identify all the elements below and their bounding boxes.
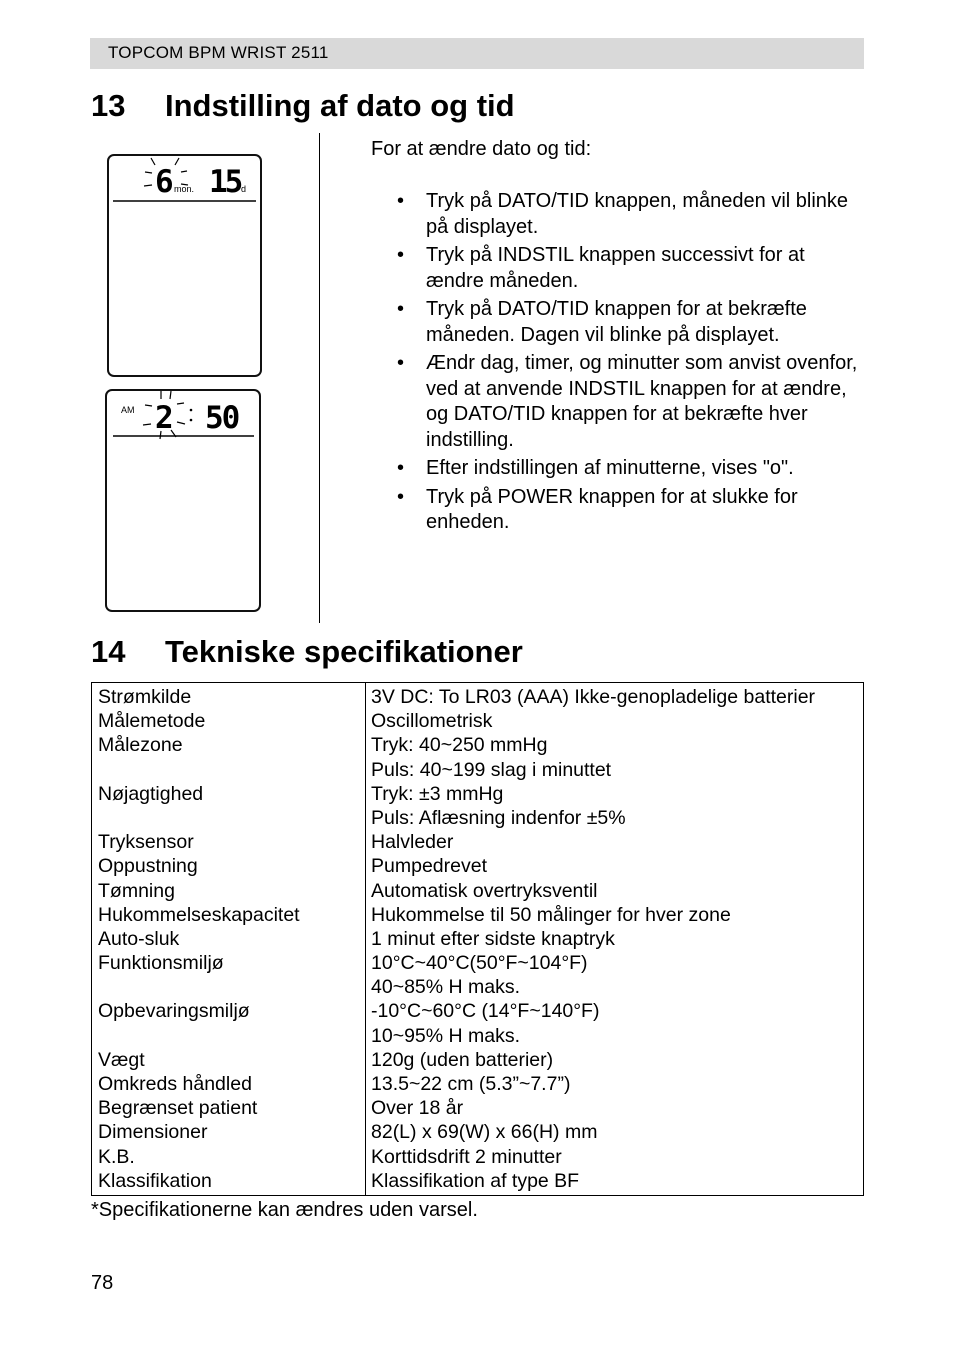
spec-value: 120g (uden batterier): [371, 1048, 554, 1071]
spec-value: Tryk: ±3 mmHg: [371, 782, 504, 805]
product-name: TOPCOM BPM WRIST 2511: [108, 43, 329, 62]
spec-label: [98, 975, 300, 999]
spec-value: 40~85% H maks.: [371, 976, 521, 999]
list-item: • Tryk på INDSTIL knappen successivt for at ændre måneden.: [397, 244, 805, 292]
section-14-number: 14: [91, 634, 126, 669]
spec-label-column: [98, 685, 300, 1193]
spec-label: Auto-sluk: [98, 927, 180, 950]
spec-value: -10°C~60°C (14°F~140°F): [371, 1000, 600, 1023]
spec-label: Omkreds håndled: [98, 1073, 252, 1095]
spec-value: 10~95% H maks.: [371, 1024, 521, 1047]
spec-value: Oscillometrisk: [371, 710, 493, 733]
list-item: • Tryk på POWER knappen for at slukke for enheden.: [397, 485, 798, 533]
month-unit: mon.: [174, 184, 195, 194]
spec-label: Hukommelseskapacitet: [98, 903, 300, 926]
spec-label: Vægt: [98, 1048, 145, 1071]
spec-label: Klassifikation: [98, 1169, 212, 1192]
spec-label: Nøjagtighed: [98, 782, 204, 805]
spec-value: Tryk: 40~250 mmHg: [371, 734, 548, 757]
day-digits: 15: [209, 164, 241, 200]
instructions-intro: For at ændre dato og tid:: [371, 138, 592, 160]
bullet-icon: •: [397, 298, 405, 320]
spec-label: [98, 758, 300, 782]
spec-label: Begrænset patient: [98, 1097, 258, 1120]
lcd-time-illustration: [105, 389, 261, 612]
spec-value: 1 minut efter sidste knaptryk: [371, 927, 615, 950]
table-divider: [365, 683, 366, 1195]
day-unit: d: [241, 184, 247, 194]
section-14-heading: [91, 634, 523, 670]
bullet-icon: •: [397, 244, 405, 266]
spec-label: Målemetode: [98, 710, 206, 733]
spec-label: Funktionsmiljø: [98, 952, 224, 975]
spec-label: Strømkilde: [98, 686, 192, 708]
spec-value: Korttidsdrift 2 minutter: [371, 1145, 562, 1168]
bullet-icon: •: [397, 190, 405, 212]
spec-label: [98, 1024, 300, 1048]
spec-value-column: [371, 685, 815, 1193]
spec-label: K.B.: [98, 1145, 135, 1168]
spec-value: 3V DC: To LR03 (AAA) Ikke-genopladelige batterier: [371, 686, 816, 708]
column-divider: [319, 133, 320, 623]
spec-table: [91, 682, 864, 1196]
spec-value: Hukommelse til 50 målinger for hver zone: [371, 903, 731, 926]
spec-value: 13.5~22 cm (5.3”~7.7”): [371, 1073, 571, 1095]
lcd-date-illustration: [107, 154, 262, 377]
section-13-heading: [91, 88, 515, 124]
section-14-title: Tekniske specifikationer: [165, 634, 523, 669]
instruction-list: [397, 189, 867, 539]
header-bar: [90, 38, 864, 69]
spec-label: Tømning: [98, 879, 175, 902]
spec-value: Puls: Aflæsning indenfor ±5%: [371, 806, 626, 829]
list-item: • Tryk på DATO/TID knappen for at bekræfte måneden. Dagen vil blinke på displayet.: [397, 298, 807, 346]
list-item: • Efter indstillingen af minutterne, vises "o".: [397, 456, 867, 482]
spec-label: Tryksensor: [98, 831, 194, 854]
section-13-number: 13: [91, 88, 126, 123]
spec-value: Halvleder: [371, 831, 454, 854]
spec-label: [98, 806, 300, 830]
am-indicator: AM: [121, 405, 135, 415]
page-number: 78: [91, 1272, 114, 1294]
footnote: *Specifikationerne kan ændres uden varsel.: [91, 1199, 478, 1221]
list-item: • Ændr dag, timer, og minutter som anvist ovenfor, ved at anvende INDSTIL knappen for at ændre, og DATO/TID knappen for at bekræfte hver indstilling.: [397, 352, 858, 451]
hour-digit: 2: [155, 400, 174, 436]
spec-label: Målezone: [98, 734, 183, 757]
bullet-icon: •: [397, 457, 405, 479]
minute-digits: 50: [205, 400, 239, 436]
spec-label: Opbevaringsmiljø: [98, 1000, 250, 1023]
spec-value: Puls: 40~199 slag i minuttet: [371, 758, 612, 781]
list-item: • Tryk på DATO/TID knappen, måneden vil blinke på displayet.: [397, 190, 849, 238]
spec-value: Pumpedrevet: [371, 855, 487, 878]
spec-value: Over 18 år: [371, 1097, 464, 1120]
section-13-title: Indstilling af dato og tid: [165, 88, 515, 123]
bullet-icon: •: [397, 352, 405, 374]
spec-value: Automatisk overtryksventil: [371, 879, 598, 902]
spec-label: Oppustning: [98, 855, 198, 878]
spec-value: 82(L) x 69(W) x 66(H) mm: [371, 1121, 598, 1144]
spec-value: 10°C~40°C(50°F~104°F): [371, 952, 588, 975]
spec-value: Klassifikation af type BF: [371, 1169, 580, 1192]
bullet-icon: •: [397, 485, 405, 508]
month-digit: 6: [155, 164, 174, 200]
spec-label: Dimensioner: [98, 1121, 208, 1144]
